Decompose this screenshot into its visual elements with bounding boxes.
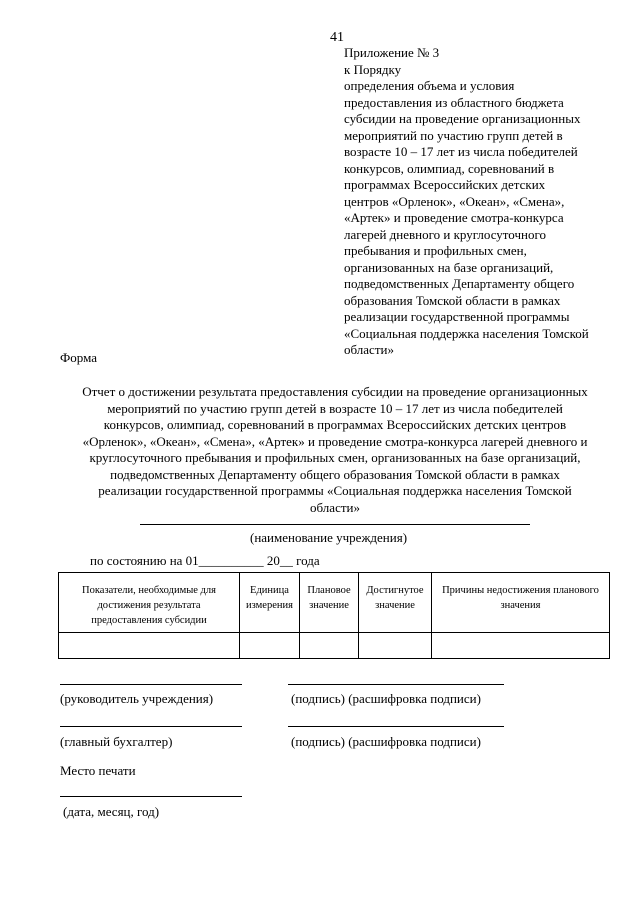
appendix-line: определения объема и условия — [344, 78, 515, 93]
report-table — [58, 572, 610, 659]
header-unit: Единица измерения — [240, 573, 300, 633]
institution-name-line[interactable] — [140, 524, 530, 525]
report-title — [40, 384, 630, 516]
stamp-place: Место печати — [60, 763, 136, 778]
appendix-line: подведомственных Департаменту общего — [344, 276, 575, 291]
title-line: подведомственных Департаменту общего образования Томской области в рамках — [110, 466, 560, 482]
appendix-line: программах Всероссийских детских — [344, 177, 546, 192]
accountant-signature-line[interactable] — [60, 726, 242, 727]
table-cell[interactable] — [432, 633, 610, 659]
table-cell[interactable] — [240, 633, 300, 659]
appendix-line: лагерей дневного и круглосуточного — [344, 226, 546, 242]
header-reasons: Причины недостижения планового значения — [432, 573, 610, 633]
title-line: круглосуточного пребывания и профильных смен, организованных на базе организаций, — [89, 450, 581, 465]
appendix-line: пребывания и профильных смен, — [344, 243, 527, 258]
form-label: Форма — [60, 350, 97, 365]
accountant-caption: (главный бухгалтер) — [60, 734, 173, 749]
appendix-line: «Артек» и проведение смотра-конкурса — [344, 210, 564, 225]
appendix-line: субсидии на проведение организационных — [344, 111, 581, 126]
table-cell[interactable] — [359, 633, 432, 659]
appendix-line: образования Томской области в рамках — [344, 292, 561, 308]
title-line: «Орленок», «Океан», «Смена», «Артек» и проведение смотра-конкурса лагерей дневного и — [82, 433, 588, 449]
header-indicators: Показатели, необходимые для достижения результата предоставления субсидии — [59, 573, 240, 633]
appendix-line: конкурсов, олимпиад, соревнований в — [344, 160, 555, 176]
appendix-line: возрасте 10 – 17 лет из числа победителей — [344, 144, 578, 159]
table-row — [59, 633, 610, 659]
institution-caption: (наименование учреждения) — [250, 530, 408, 545]
appendix-line: организованных на базе организаций, — [344, 259, 554, 275]
header-planned: Плановое значение — [300, 573, 359, 633]
title-line: Отчет о достижении результата предоставления субсидии на проведение организационных — [82, 384, 588, 399]
appendix-line: мероприятий по участию групп детей в — [344, 127, 563, 143]
accountant-sign-line[interactable] — [288, 726, 504, 727]
appendix-line: Приложение № 3 — [344, 45, 440, 60]
appendix-line: к Порядку — [344, 61, 402, 77]
head-signature-line[interactable] — [60, 684, 242, 685]
as-of-date: по состоянию на 01__________ 20__ года — [90, 553, 320, 568]
header-achieved: Достигнутое значение — [359, 573, 432, 633]
appendix-line: предоставления из областного бюджета — [344, 94, 564, 110]
title-line: мероприятий по участию групп детей в возрасте 10 – 17 лет из числа победителей — [107, 400, 563, 416]
head-caption: (руководитель учреждения) — [60, 691, 214, 706]
head-sign-line[interactable] — [288, 684, 504, 685]
accountant-sign-caption: (подпись) (расшифровка подписи) — [291, 734, 481, 749]
head-sign-caption: (подпись) (расшифровка подписи) — [291, 691, 481, 706]
page-number: 41 — [330, 30, 344, 45]
title-line: области» — [310, 499, 360, 515]
appendix-header — [344, 45, 624, 359]
date-line[interactable] — [60, 796, 242, 797]
table-cell[interactable] — [59, 633, 240, 659]
appendix-line: области» — [344, 342, 394, 357]
title-line: конкурсов, олимпиад, соревнований в программах Всероссийских детских центров — [103, 417, 567, 432]
appendix-line: центров «Орленок», «Океан», «Смена», — [344, 193, 565, 209]
table-cell[interactable] — [300, 633, 359, 659]
title-line: реализации государственной программы «Социальная поддержка населения Томской — [98, 483, 572, 498]
appendix-line: реализации государственной программы — [344, 309, 570, 324]
table-header-row — [59, 573, 610, 633]
appendix-line: «Социальная поддержка населения Томской — [344, 325, 589, 341]
date-caption: (дата, месяц, год) — [63, 804, 160, 819]
